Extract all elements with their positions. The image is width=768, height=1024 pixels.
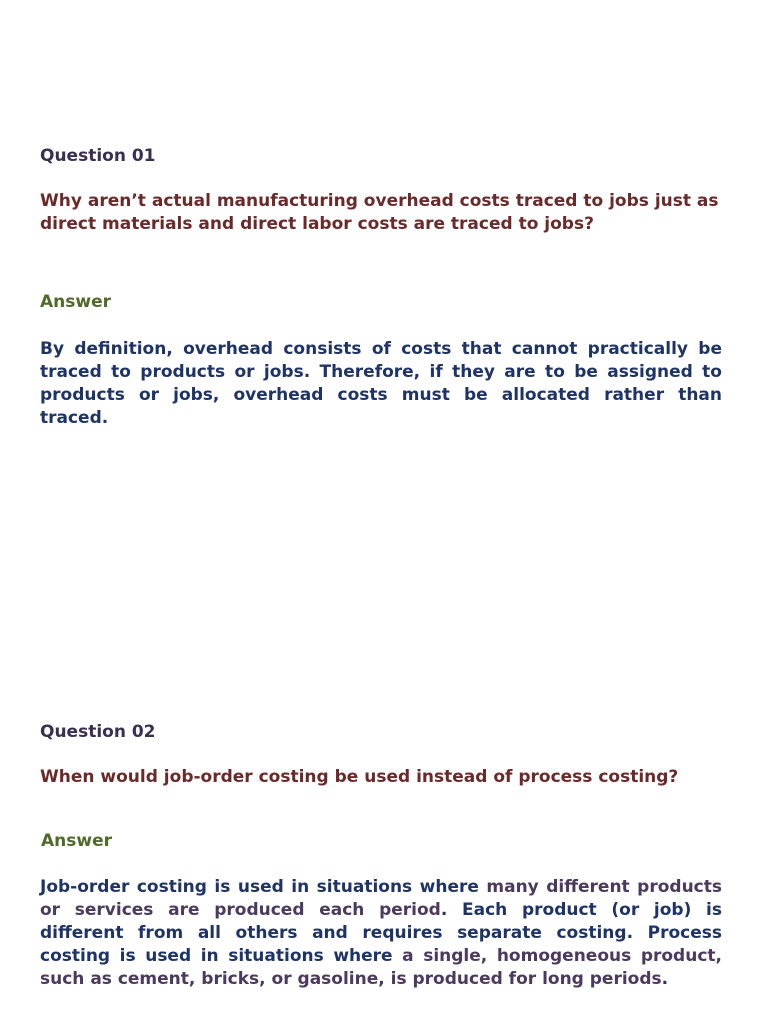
question-01-label: Question 01: [40, 146, 156, 166]
answer-02-part-4: a single, homogeneous product, such as cement, bricks, or gasoline, is produced for long periods: [40, 946, 722, 989]
question-01-text: Why aren’t actual manufacturing overhead costs traced to jobs just as direct materials and direct labor costs are traced to jobs?: [40, 191, 719, 234]
answer-01-label: Answer: [40, 292, 111, 312]
answer-02-part-2: many different products or services are produced each period: [40, 877, 722, 920]
answer-02-part-5: .: [661, 969, 669, 989]
question-02-label: Question 02: [40, 722, 156, 742]
question-02-text: When would job-order costing be used instead of process costing?: [40, 767, 679, 787]
answer-01-text: By definition, overhead consists of costs that cannot practically be traced to products or jobs. Therefore, if they are to be assigned to products or jobs, overhead costs must be allocated rather than traced.: [40, 339, 722, 428]
answer-02-part-1: Job-order costing is used in situations where: [40, 877, 487, 897]
answer-02-label: Answer: [41, 831, 112, 851]
answer-02-part-3: . Each product (or job) is different from all others and requires separate costing. Process costing is used in situations where: [40, 900, 722, 966]
answer-02-text: [40, 876, 722, 991]
